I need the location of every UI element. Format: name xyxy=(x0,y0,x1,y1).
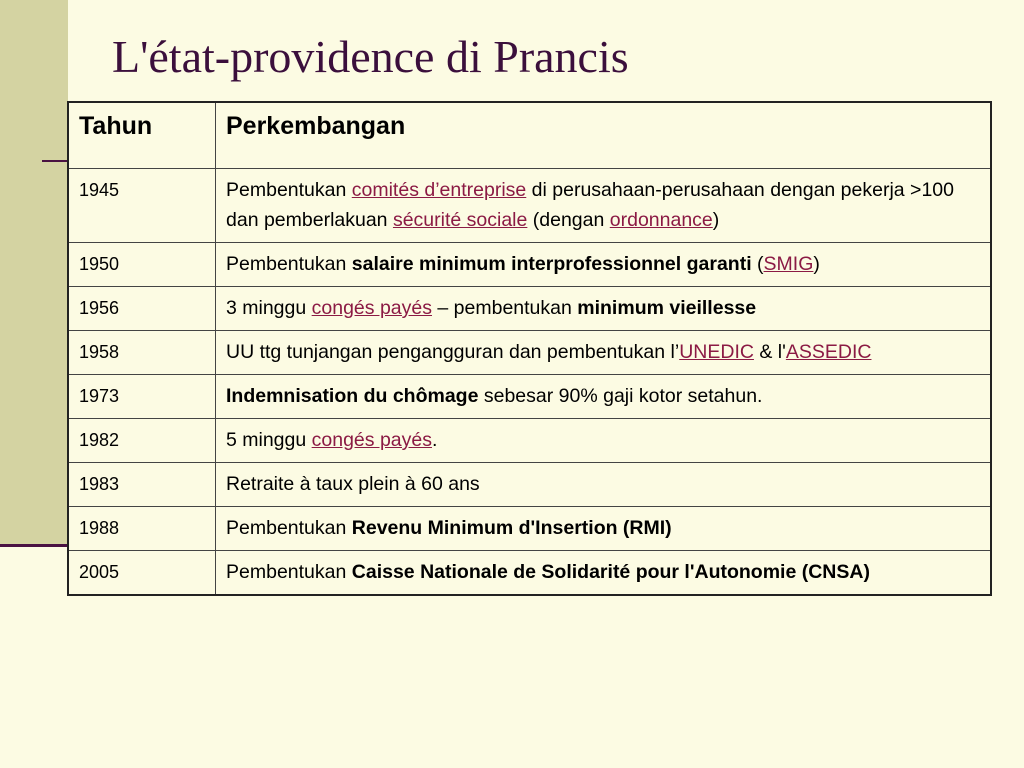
table-row xyxy=(68,463,991,507)
sidebar-decoration xyxy=(0,0,68,545)
table-header-row xyxy=(68,102,991,169)
cell-development xyxy=(216,507,992,551)
table-row xyxy=(68,419,991,463)
table-row xyxy=(68,507,991,551)
header-year: Tahun xyxy=(68,102,216,169)
cell-year: 1988 xyxy=(68,507,216,551)
cell-development xyxy=(216,169,992,243)
text-segment: ( xyxy=(751,253,764,275)
cell-development xyxy=(216,243,992,287)
bold-term: minimum vieillesse xyxy=(577,297,757,319)
cell-year: 1950 xyxy=(68,243,216,287)
bold-term: Revenu Minimum d'Insertion (RMI) xyxy=(351,517,672,539)
term-link[interactable]: UNEDIC xyxy=(679,341,754,363)
table-row xyxy=(68,287,991,331)
table-body xyxy=(68,169,991,596)
text-segment: . xyxy=(431,429,438,451)
term-link[interactable]: ASSEDIC xyxy=(785,341,872,363)
cell-year: 1973 xyxy=(68,375,216,419)
cell-year: 1956 xyxy=(68,287,216,331)
text-segment: Retraite à taux plein à 60 ans xyxy=(226,473,480,495)
text-segment: di perusahaan-perusahaan dengan pekerja >100 dan pemberlakuan xyxy=(226,179,954,231)
text-segment: Pembentukan xyxy=(226,253,352,275)
text-segment: & l' xyxy=(753,341,786,363)
table-row xyxy=(68,551,991,596)
term-link[interactable]: sécurité sociale xyxy=(392,209,528,231)
text-segment: ) xyxy=(712,209,720,231)
text-segment: UU ttg tunjangan pengangguran dan pembentukan l’ xyxy=(226,341,680,363)
header-development: Perkembangan xyxy=(216,102,992,169)
cell-year: 1983 xyxy=(68,463,216,507)
text-segment: 3 minggu xyxy=(226,297,312,319)
bold-term: salaire minimum interprofessionnel garanti xyxy=(351,253,752,275)
term-link[interactable]: SMIG xyxy=(763,253,814,275)
text-segment: 5 minggu xyxy=(226,429,312,451)
text-segment: Pembentukan xyxy=(226,179,352,201)
text-segment: – pembentukan xyxy=(431,297,578,319)
text-segment: Pembentukan xyxy=(226,517,352,539)
text-segment: sebesar 90% gaji kotor setahun. xyxy=(478,385,763,407)
cell-development xyxy=(216,287,992,331)
term-link[interactable]: ordonnance xyxy=(609,209,713,231)
cell-development xyxy=(216,463,992,507)
cell-year: 1982 xyxy=(68,419,216,463)
text-segment: (dengan xyxy=(527,209,610,231)
cell-year: 1958 xyxy=(68,331,216,375)
text-segment: ) xyxy=(813,253,820,275)
sidebar-rule xyxy=(0,544,68,547)
table-row xyxy=(68,331,991,375)
text-segment: Pembentukan xyxy=(226,561,352,583)
term-link[interactable]: comités d’entreprise xyxy=(351,179,527,201)
table-row xyxy=(68,243,991,287)
cell-development xyxy=(216,331,992,375)
cell-development xyxy=(216,375,992,419)
term-link[interactable]: congés payés xyxy=(311,297,432,319)
cell-development xyxy=(216,419,992,463)
table-row xyxy=(68,375,991,419)
term-link[interactable]: congés payés xyxy=(311,429,432,451)
page-title: L'état-providence di Prancis xyxy=(112,31,629,82)
cell-year: 2005 xyxy=(68,551,216,596)
cell-development xyxy=(216,551,992,596)
cell-year: 1945 xyxy=(68,169,216,243)
bold-term: Indemnisation du chômage xyxy=(226,385,479,407)
bold-term: Caisse Nationale de Solidarité pour l'Autonomie (CNSA) xyxy=(351,561,870,583)
table-row xyxy=(68,169,991,243)
timeline-table xyxy=(67,101,992,596)
